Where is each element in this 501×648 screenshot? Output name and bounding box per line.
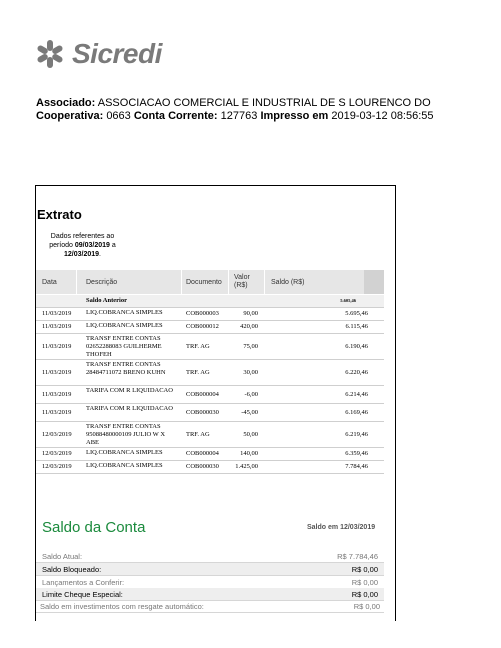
cell-saldo: 7.784,46: [345, 463, 368, 470]
cell-documento: COB000004: [186, 390, 219, 398]
table-header: [36, 270, 384, 294]
cell-descricao: TRANSF ENTRE CONTAS 02652288083 GUILHERME THOFEH: [86, 335, 162, 358]
cell-valor: -6,00: [244, 390, 258, 398]
period-start: 09/03/2019: [74, 242, 110, 249]
table-row: [36, 308, 384, 321]
investimentos-row: [36, 600, 384, 613]
period-prefix: Dados referentes ao período: [49, 233, 115, 249]
account-info: [36, 97, 434, 123]
conta-value: 127763: [220, 110, 258, 122]
cell-saldo: 6.220,46: [345, 368, 368, 376]
saldo-bloqueado-label: Saldo Bloqueado:: [42, 565, 102, 574]
conta-label: Conta Corrente:: [133, 110, 218, 122]
cell-saldo: 5.695,46: [345, 310, 368, 317]
cooperativa-value: 0663: [106, 110, 131, 122]
cell-data: 11/03/2019: [42, 323, 72, 330]
table-row: [36, 321, 384, 334]
table-row: [36, 448, 384, 461]
cell-valor: 1.425,00: [235, 463, 258, 470]
cell-saldo: 6.214,46: [345, 390, 368, 398]
period-joiner: a: [111, 242, 116, 249]
period-text: [40, 232, 125, 259]
cell-documento: COB000030: [186, 463, 219, 470]
cell-valor: 140,00: [240, 450, 258, 457]
cell-saldo: 6.219,46: [345, 430, 368, 438]
col-valor: Valor (R$): [234, 274, 250, 289]
cell-documento: COB000012: [186, 323, 219, 330]
associado-value: ASSOCIACAO COMERCIAL E INDUSTRIAL DE S LOURENCO DO: [97, 97, 431, 109]
cell-descricao: TRANSF ENTRE CONTAS 28484711072 BRENO KUHN: [86, 361, 166, 376]
cell-descricao: LIQ.COBRANCA SIMPLES: [86, 322, 163, 329]
table-row: [36, 404, 384, 422]
cell-documento: TRF. AG: [186, 342, 210, 350]
period-suffix: .: [99, 251, 101, 258]
cell-valor: 90,00: [243, 310, 258, 317]
cell-saldo: 6.115,46: [345, 323, 368, 330]
col-descricao: Descrição: [86, 278, 118, 286]
cell-valor: 30,00: [243, 368, 258, 376]
period-end: 12/03/2019: [64, 251, 100, 258]
table-row: [36, 386, 384, 404]
saldo-bloqueado-row: [36, 563, 384, 576]
saldo-atual-label: Saldo Atual:: [42, 552, 83, 561]
lancamentos-value: R$ 0,00: [351, 578, 378, 587]
cell-descricao: LIQ.COBRANCA SIMPLES: [86, 462, 163, 469]
saldo-anterior-label: Saldo Anterior: [86, 297, 127, 304]
limite-value: R$ 0,00: [351, 590, 378, 599]
cell-saldo: 6.359,46: [345, 450, 368, 457]
cell-data: 12/03/2019: [42, 463, 72, 470]
logo-wordmark: Sicredi: [72, 38, 162, 69]
cell-documento: COB000003: [186, 310, 219, 317]
investimentos-label: Saldo em investimentos com resgate automático:: [40, 602, 204, 611]
cell-valor: 420,00: [240, 323, 258, 330]
cell-descricao: LIQ.COBRANCA SIMPLES: [86, 449, 163, 456]
cell-documento: COB000004: [186, 450, 219, 457]
cell-data: 11/03/2019: [42, 368, 72, 376]
table-row: [36, 360, 384, 386]
associado-label: Associado:: [36, 97, 96, 109]
cooperativa-label: Cooperativa:: [36, 110, 104, 122]
cell-documento: TRF. AG: [186, 430, 210, 438]
cell-data: 11/03/2019: [42, 390, 72, 398]
cell-data: 11/03/2019: [42, 342, 72, 350]
col-data: Data: [42, 278, 57, 286]
sicredi-logo: [34, 38, 162, 70]
limite-label: Limite Cheque Especial:: [42, 590, 123, 599]
saldo-atual-row: [36, 550, 384, 563]
cell-valor: 75,00: [243, 342, 258, 350]
cell-saldo: 6.169,46: [345, 408, 368, 416]
impresso-label: Impresso em: [260, 110, 329, 122]
col-saldo: Saldo (R$): [271, 278, 305, 286]
saldo-anterior-row: [36, 295, 384, 308]
cell-data: 12/03/2019: [42, 450, 72, 457]
extrato-title: Extrato: [37, 207, 82, 222]
table-row: [36, 461, 384, 474]
saldo-anterior-value: 5.605,46: [340, 298, 356, 303]
saldo-title: Saldo da Conta: [42, 519, 146, 536]
investimentos-value: R$ 0,00: [353, 602, 380, 611]
cell-saldo: 6.190,46: [345, 342, 368, 350]
sicredi-logo-icon: [34, 38, 66, 70]
cell-descricao: TARIFA COM R LIQUIDACAO: [86, 387, 173, 394]
cell-data: 11/03/2019: [42, 408, 72, 416]
table-row: [36, 422, 384, 448]
cell-data: 12/03/2019: [42, 430, 72, 438]
lancamentos-label: Lançamentos a Conferir:: [42, 578, 125, 587]
saldo-atual-value: R$ 7.784,46: [337, 552, 378, 561]
cell-descricao: TARIFA COM R LIQUIDACAO: [86, 405, 173, 412]
cell-descricao: LIQ.COBRANCA SIMPLES: [86, 309, 163, 316]
cell-valor: 50,00: [243, 430, 258, 438]
cell-descricao: TRANSF ENTRE CONTAS 95088480000109 JULIO W X ABE: [86, 423, 166, 446]
cell-data: 11/03/2019: [42, 310, 72, 317]
cell-valor: -45,00: [241, 408, 258, 416]
cell-documento: TRF. AG: [186, 368, 210, 376]
col-documento: Documento: [186, 278, 222, 286]
saldo-bloqueado-value: R$ 0,00: [351, 565, 378, 574]
cell-documento: COB000030: [186, 408, 219, 416]
table-header-end: [364, 270, 384, 294]
impresso-value: 2019-03-12 08:56:55: [331, 110, 434, 122]
table-row: [36, 334, 384, 360]
saldo-date-label: Saldo em 12/03/2019: [307, 524, 376, 531]
